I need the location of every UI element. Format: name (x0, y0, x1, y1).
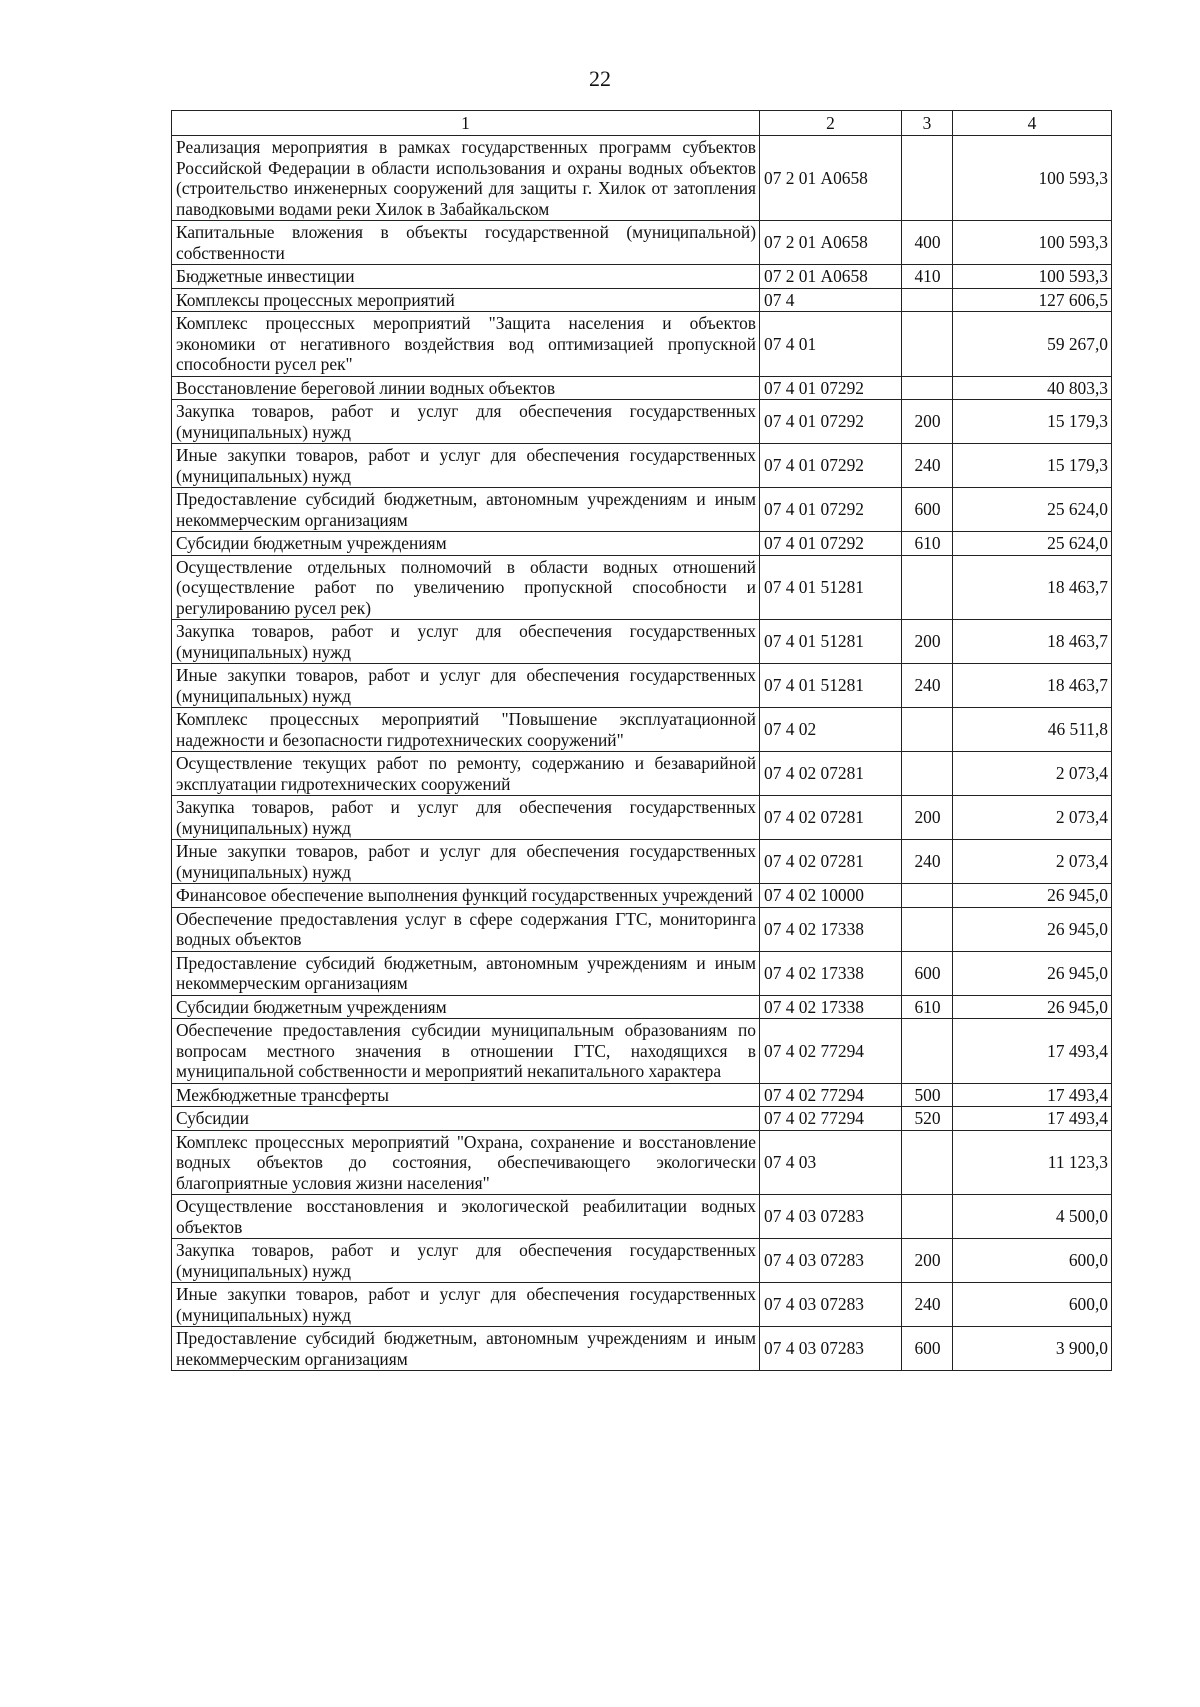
row-amount: 3 900,0 (953, 1327, 1112, 1371)
row-code: 07 4 02 77294 (760, 1107, 902, 1131)
header-col-amount: 4 (953, 111, 1112, 136)
row-code: 07 4 (760, 288, 902, 312)
row-amount: 17 493,4 (953, 1083, 1112, 1107)
row-name: Обеспечение предоставления услуг в сфере содержания ГТС, мониторинга водных объектов (172, 907, 760, 951)
row-type (902, 288, 953, 312)
table-row (172, 265, 1112, 289)
table-row (172, 288, 1112, 312)
row-name: Капитальные вложения в объекты государственной (муниципальной) собственности (172, 221, 760, 265)
table-row (172, 1019, 1112, 1084)
row-name: Закупка товаров, работ и услуг для обеспечения государственных (муниципальных) нужд (172, 796, 760, 840)
table-row (172, 1195, 1112, 1239)
row-code: 07 4 01 07292 (760, 444, 902, 488)
header-col-type: 3 (902, 111, 953, 136)
table-row (172, 532, 1112, 556)
row-code: 07 2 01 А0658 (760, 221, 902, 265)
row-type (902, 907, 953, 951)
row-amount: 2 073,4 (953, 796, 1112, 840)
header-col-code: 2 (760, 111, 902, 136)
page-number: 22 (589, 66, 611, 91)
row-type (902, 312, 953, 377)
row-type (902, 1195, 953, 1239)
row-type: 400 (902, 221, 953, 265)
row-type: 240 (902, 1283, 953, 1327)
table-row (172, 1083, 1112, 1107)
table-row (172, 620, 1112, 664)
row-code: 07 4 01 51281 (760, 620, 902, 664)
row-amount: 26 945,0 (953, 907, 1112, 951)
row-name: Предоставление субсидий бюджетным, автономным учреждениям и иным некоммерческим организациям (172, 1327, 760, 1371)
row-name: Комплекс процессных мероприятий "Повышение эксплуатационной надежности и безопасности гидротехнических сооружений" (172, 708, 760, 752)
row-amount: 25 624,0 (953, 488, 1112, 532)
row-name: Реализация мероприятия в рамках государственных программ субъектов Российской Федерации в области использования и охраны водных объектов (строительство инженерных сооружений для защиты г. Хилок от затопления паводковыми водами реки Хилок в Забайкальском (172, 136, 760, 221)
row-type: 600 (902, 1327, 953, 1371)
table-row (172, 444, 1112, 488)
row-type (902, 376, 953, 400)
row-name: Закупка товаров, работ и услуг для обеспечения государственных (муниципальных) нужд (172, 400, 760, 444)
table-row (172, 400, 1112, 444)
row-amount: 2 073,4 (953, 752, 1112, 796)
table-row (172, 664, 1112, 708)
table-row (172, 840, 1112, 884)
row-name: Осуществление восстановления и экологической реабилитации водных объектов (172, 1195, 760, 1239)
row-amount: 46 511,8 (953, 708, 1112, 752)
row-amount: 26 945,0 (953, 884, 1112, 908)
table-row (172, 1327, 1112, 1371)
table-row (172, 951, 1112, 995)
row-amount: 59 267,0 (953, 312, 1112, 377)
row-name: Субсидии бюджетным учреждениям (172, 995, 760, 1019)
row-code: 07 4 02 77294 (760, 1083, 902, 1107)
table-header-row (172, 111, 1112, 136)
row-amount: 100 593,3 (953, 265, 1112, 289)
row-type: 240 (902, 840, 953, 884)
row-name: Межбюджетные трансферты (172, 1083, 760, 1107)
row-name: Осуществление текущих работ по ремонту, содержанию и безаварийной эксплуатации гидротехнических сооружений (172, 752, 760, 796)
row-code: 07 4 02 (760, 708, 902, 752)
row-name: Субсидии (172, 1107, 760, 1131)
row-amount: 18 463,7 (953, 555, 1112, 620)
row-type: 600 (902, 951, 953, 995)
row-amount: 25 624,0 (953, 532, 1112, 556)
row-code: 07 4 03 07283 (760, 1327, 902, 1371)
row-type (902, 708, 953, 752)
row-code: 07 4 02 17338 (760, 907, 902, 951)
row-name: Предоставление субсидий бюджетным, автономным учреждениям и иным некоммерческим организациям (172, 951, 760, 995)
row-code: 07 4 03 07283 (760, 1239, 902, 1283)
row-code: 07 4 01 07292 (760, 376, 902, 400)
row-code: 07 2 01 А0658 (760, 265, 902, 289)
row-type: 600 (902, 488, 953, 532)
row-amount: 17 493,4 (953, 1019, 1112, 1084)
row-code: 07 4 02 07281 (760, 840, 902, 884)
row-type (902, 136, 953, 221)
table-row (172, 884, 1112, 908)
row-amount: 2 073,4 (953, 840, 1112, 884)
row-type: 200 (902, 400, 953, 444)
row-name: Иные закупки товаров, работ и услуг для обеспечения государственных (муниципальных) нужд (172, 664, 760, 708)
row-type: 610 (902, 995, 953, 1019)
row-amount: 26 945,0 (953, 995, 1112, 1019)
row-amount: 17 493,4 (953, 1107, 1112, 1131)
table-row (172, 1107, 1112, 1131)
row-name: Закупка товаров, работ и услуг для обеспечения государственных (муниципальных) нужд (172, 620, 760, 664)
row-code: 07 4 01 (760, 312, 902, 377)
row-name: Финансовое обеспечение выполнения функций государственных учреждений (172, 884, 760, 908)
row-code: 07 4 02 17338 (760, 951, 902, 995)
row-amount: 100 593,3 (953, 136, 1112, 221)
row-type: 240 (902, 444, 953, 488)
row-name: Бюджетные инвестиции (172, 265, 760, 289)
header-col-name: 1 (172, 111, 760, 136)
row-type: 520 (902, 1107, 953, 1131)
table-row (172, 1130, 1112, 1195)
row-code: 07 4 02 17338 (760, 995, 902, 1019)
row-name: Закупка товаров, работ и услуг для обеспечения государственных (муниципальных) нужд (172, 1239, 760, 1283)
table-body (172, 136, 1112, 1371)
table-row (172, 995, 1112, 1019)
row-name: Предоставление субсидий бюджетным, автономным учреждениям и иным некоммерческим организациям (172, 488, 760, 532)
row-type: 200 (902, 1239, 953, 1283)
table-row (172, 376, 1112, 400)
table-row (172, 907, 1112, 951)
row-type: 500 (902, 1083, 953, 1107)
row-name: Обеспечение предоставления субсидии муниципальным образованиям по вопросам местного значения в отношении ГТС, находящихся в муниципальной собственности и мероприятий некапитального характера (172, 1019, 760, 1084)
row-amount: 127 606,5 (953, 288, 1112, 312)
table-row (172, 555, 1112, 620)
row-amount: 600,0 (953, 1239, 1112, 1283)
table-row (172, 221, 1112, 265)
row-type: 200 (902, 796, 953, 840)
row-amount: 18 463,7 (953, 620, 1112, 664)
table-row (172, 796, 1112, 840)
row-amount: 600,0 (953, 1283, 1112, 1327)
row-type: 410 (902, 265, 953, 289)
row-name: Иные закупки товаров, работ и услуг для обеспечения государственных (муниципальных) нужд (172, 1283, 760, 1327)
row-name: Иные закупки товаров, работ и услуг для обеспечения государственных (муниципальных) нужд (172, 840, 760, 884)
row-amount: 15 179,3 (953, 444, 1112, 488)
row-name: Комплекс процессных мероприятий "Охрана, сохранение и восстановление водных объектов до состояния, обеспечивающего экологически благоприятные условия жизни населения" (172, 1130, 760, 1195)
table-row (172, 1283, 1112, 1327)
row-amount: 18 463,7 (953, 664, 1112, 708)
row-code: 07 4 02 07281 (760, 752, 902, 796)
table-row (172, 136, 1112, 221)
row-amount: 40 803,3 (953, 376, 1112, 400)
row-name: Осуществление отдельных полномочий в области водных отношений (осуществление работ по увеличению пропускной способности и регулированию русел рек) (172, 555, 760, 620)
row-code: 07 4 02 10000 (760, 884, 902, 908)
row-type (902, 1019, 953, 1084)
row-code: 07 4 01 07292 (760, 532, 902, 556)
row-name: Комплексы процессных мероприятий (172, 288, 760, 312)
row-amount: 11 123,3 (953, 1130, 1112, 1195)
row-name: Иные закупки товаров, работ и услуг для обеспечения государственных (муниципальных) нужд (172, 444, 760, 488)
row-amount: 4 500,0 (953, 1195, 1112, 1239)
row-type (902, 555, 953, 620)
row-code: 07 2 01 А0658 (760, 136, 902, 221)
row-name: Субсидии бюджетным учреждениям (172, 532, 760, 556)
row-amount: 26 945,0 (953, 951, 1112, 995)
row-amount: 100 593,3 (953, 221, 1112, 265)
row-code: 07 4 01 07292 (760, 400, 902, 444)
row-type: 610 (902, 532, 953, 556)
row-type: 240 (902, 664, 953, 708)
row-type (902, 1130, 953, 1195)
table-row (172, 1239, 1112, 1283)
row-code: 07 4 03 07283 (760, 1195, 902, 1239)
row-code: 07 4 01 51281 (760, 555, 902, 620)
table-row (172, 708, 1112, 752)
row-code: 07 4 03 07283 (760, 1283, 902, 1327)
table-row (172, 488, 1112, 532)
row-amount: 15 179,3 (953, 400, 1112, 444)
table-row (172, 752, 1112, 796)
table-row (172, 312, 1112, 377)
row-code: 07 4 02 07281 (760, 796, 902, 840)
row-type (902, 884, 953, 908)
budget-table (171, 110, 1112, 1371)
row-type: 200 (902, 620, 953, 664)
row-name: Восстановление береговой линии водных объектов (172, 376, 760, 400)
row-code: 07 4 03 (760, 1130, 902, 1195)
row-code: 07 4 02 77294 (760, 1019, 902, 1084)
row-name: Комплекс процессных мероприятий "Защита населения и объектов экономики от негативного воздействия вод оптимизацией пропускной способности русел рек" (172, 312, 760, 377)
row-code: 07 4 01 07292 (760, 488, 902, 532)
row-type (902, 752, 953, 796)
row-code: 07 4 01 51281 (760, 664, 902, 708)
